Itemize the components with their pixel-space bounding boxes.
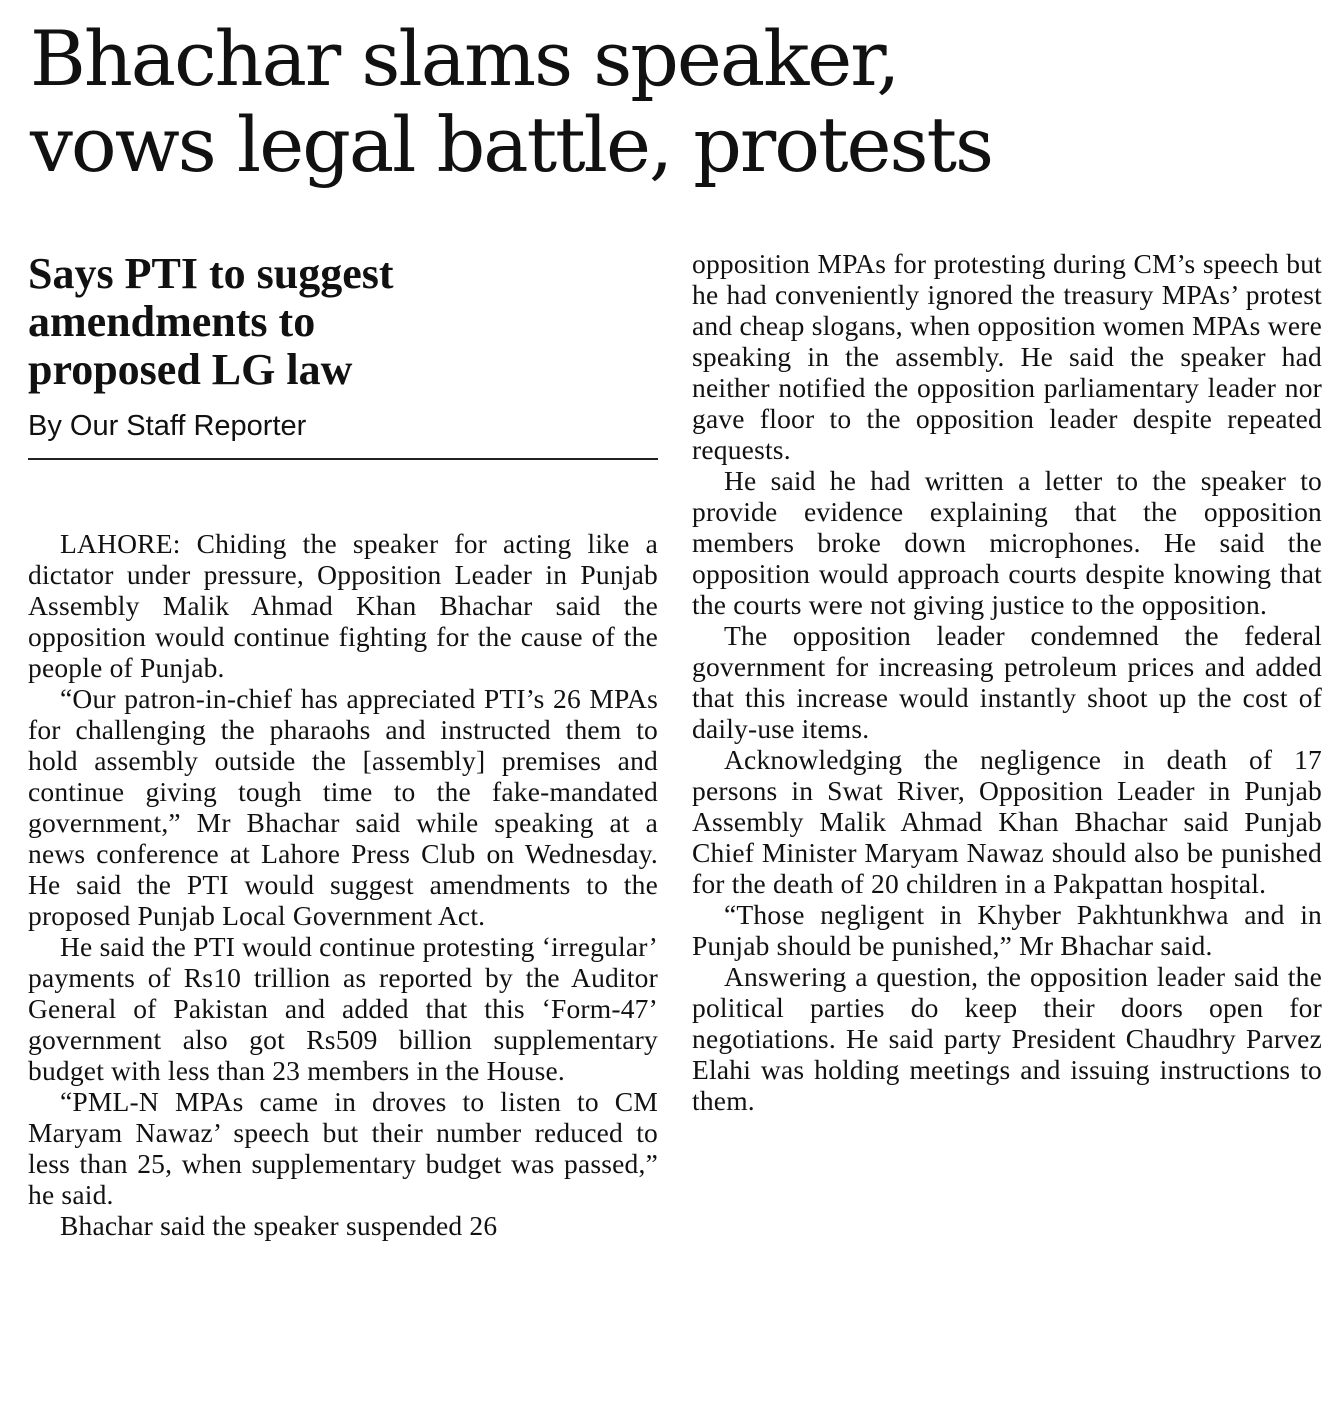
headline-line-1: Bhachar slams speaker, — [30, 14, 899, 103]
subheadline — [28, 250, 658, 394]
paragraph: Bhachar said the speaker suspended 26 — [60, 1210, 498, 1241]
paragraph: “Those negligent in Khyber Pakhtunkhwa and in Punjab should be punished,” Mr Bhachar said. — [692, 899, 1322, 961]
body-column-1 — [28, 528, 658, 1241]
subhead-block — [28, 250, 658, 460]
subheadline-line-1: Says PTI to suggest — [28, 249, 394, 298]
paragraph: Answering a question, the opposition leader said the political parties do keep their doors open for negotiations. He said party President Chaudhry Parvez Elahi was holding meetings and issuing instructions to them. — [692, 961, 1322, 1116]
headline — [30, 16, 1320, 188]
paragraph: LAHORE: Chiding the speaker for acting like a dictator under pressure, Opposition Leader in Punjab Assembly Malik Ahmad Khan Bhachar said the opposition would continue fighting for the cause of the people of Punjab. — [28, 528, 658, 683]
body-column-2 — [692, 248, 1322, 1116]
subheadline-line-2: amendments to — [28, 297, 316, 346]
paragraph: “Our patron-in-chief has appreciated PTI’s 26 MPAs for challenging the pharaohs and instructed them to hold assembly outside the [assembly] premises and continue giving tough time to the fake-mandated government,” Mr Bhachar said while speaking at a news conference at Lahore Press Club on Wednesday. He said the PTI would suggest amendments to the proposed Punjab Local Government Act. — [28, 683, 658, 931]
paragraph: opposition MPAs for protesting during CM’s speech but he had conveniently ignored the treasury MPAs’ protest and cheap slogans, when opposition women MPAs were speaking in the assembly. He said the speaker had neither notified the opposition parliamentary leader nor gave floor to the opposition leader despite repeated requests. — [692, 248, 1322, 465]
paragraph: “PML-N MPAs came in droves to listen to CM Maryam Nawaz’ speech but their number reduced to less than 25, when supplementary budget was passed,” he said. — [28, 1086, 658, 1210]
subheadline-line-3: proposed LG law — [28, 345, 353, 394]
headline-line-2: vows legal battle, protests — [30, 100, 993, 189]
paragraph: Acknowledging the negligence in death of 17 persons in Swat River, Opposition Leader in Punjab Assembly Malik Ahmad Khan Bhachar said Punjab Chief Minister Maryam Nawaz should also be punished for the death of 20 children in a Pakpattan hospital. — [692, 744, 1322, 899]
paragraph: The opposition leader condemned the federal government for increasing petroleum prices and added that this increase would instantly shoot up the cost of daily-use items. — [692, 620, 1322, 744]
paragraph: He said the PTI would continue protesting ‘irregular’ payments of Rs10 trillion as reported by the Auditor General of Pakistan and added that this ‘Form-47’ government also got Rs509 billion supplementary budget with less than 23 members in the House. — [28, 931, 658, 1086]
paragraph: He said he had written a letter to the speaker to provide evidence explaining that the opposition members broke down microphones. He said the opposition would approach courts despite knowing that the courts were not giving justice to the opposition. — [692, 465, 1322, 620]
byline: By Our Staff Reporter — [28, 408, 658, 460]
